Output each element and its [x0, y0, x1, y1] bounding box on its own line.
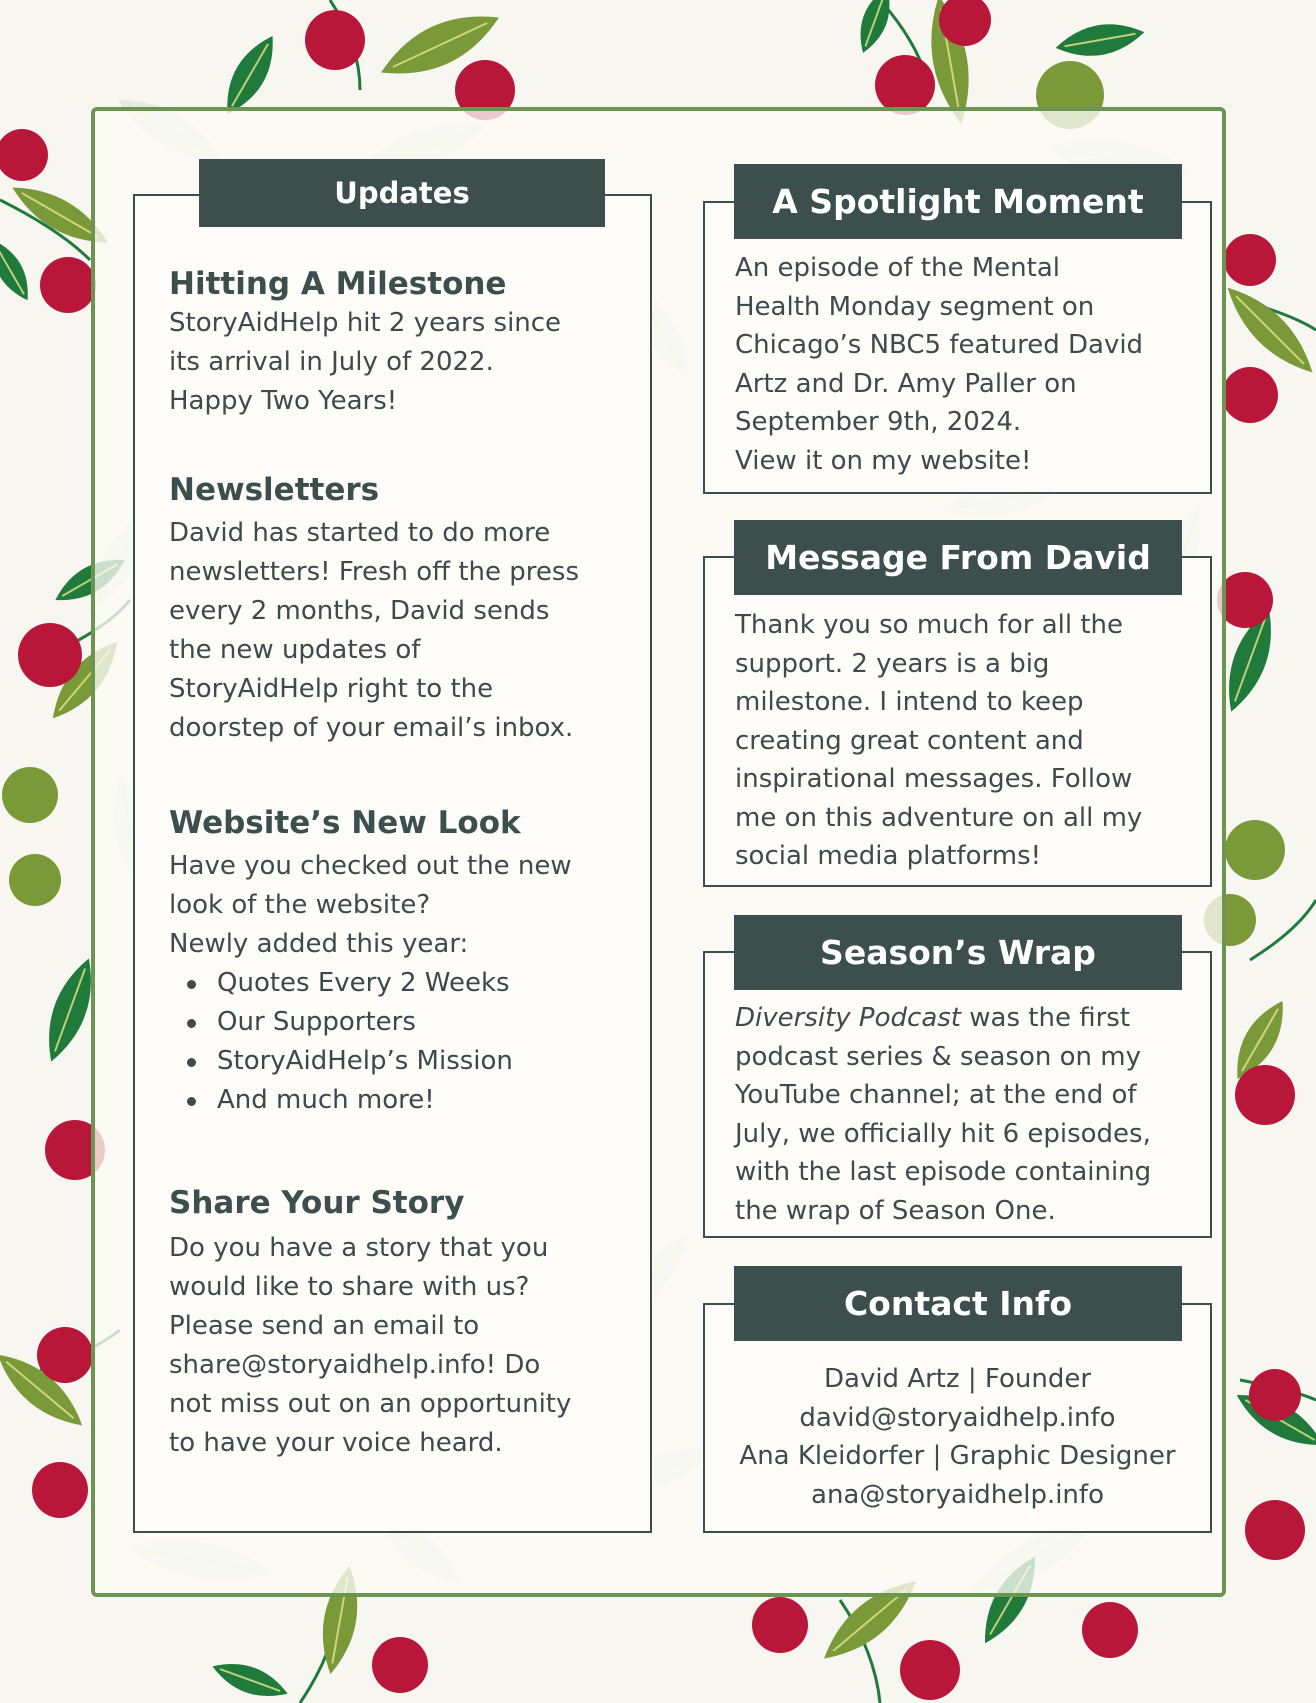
website-feature-list — [169, 964, 629, 1120]
berry-shape — [9, 854, 61, 906]
season-panel — [703, 951, 1212, 1238]
spotlight-text: An episode of the Mental Health Monday segment on Chicago’s NBC5 featured David Artz and Dr. Amy Paller on September 9th, 2024. View it on my website! — [735, 253, 1144, 476]
list-item: Quotes Every 2 Weeks — [169, 964, 629, 1003]
spotlight-panel — [703, 201, 1212, 494]
website-text: Have you checked out the new look of the website? Newly added this year: — [169, 851, 572, 959]
berry-shape — [1225, 820, 1285, 880]
berry-shape — [1245, 1500, 1305, 1560]
share-text: Do you have a story that you would like to share with us? Please send an email to share@storyaidhelp.info! Do not miss out on an opportunity to have your voice heard. — [169, 1233, 572, 1458]
contact-founder-email[interactable]: david@storyaidhelp.info — [799, 1402, 1116, 1433]
berry-shape — [2, 767, 58, 823]
berry-shape — [752, 1597, 808, 1653]
season-text: Diversity Podcast was the first podcast series & season on my YouTube channel; at the end of July, we officially hit 6 episodes, with the last episode containing the wrap of Season One. — [735, 1003, 1152, 1226]
contact-designer: Ana Kleidorfer | Graphic Designer — [739, 1441, 1176, 1471]
berry-shape — [37, 1327, 93, 1383]
spotlight-tab: A Spotlight Moment — [734, 164, 1182, 239]
newsletters-heading: Newsletters — [169, 472, 380, 508]
berry-shape — [305, 10, 365, 70]
updates-panel — [133, 194, 652, 1533]
podcast-title: Diversity Podcast — [735, 1003, 961, 1033]
list-item: Our Supporters — [169, 1003, 629, 1042]
message-text: Thank you so much for all the support. 2 years is a big milestone. I intend to keep creating great content and inspirational messages. Follow me on this adventure on all my social media platforms! — [735, 610, 1143, 871]
contact-founder: David Artz | Founder — [823, 1364, 1092, 1394]
leaf-shape — [208, 1654, 292, 1703]
milestone-text: StoryAidHelp hit 2 years since its arrival in July of 2022. Happy Two Years! — [169, 308, 562, 416]
newsletters-text: David has started to do more newsletters! Fresh off the press every 2 months, David sends the new updates of StoryAidHelp right to the doorstep of your email’s inbox. — [169, 518, 580, 743]
contact-designer-email[interactable]: ana@storyaidhelp.info — [811, 1479, 1104, 1510]
contact-tab: Contact Info — [734, 1266, 1182, 1341]
message-panel — [703, 556, 1212, 887]
leaf-shape — [1053, 17, 1147, 62]
stem-shape — [1250, 900, 1316, 960]
share-heading: Share Your Story — [169, 1185, 465, 1221]
berry-shape — [900, 1640, 960, 1700]
berry-shape — [1082, 1602, 1138, 1658]
berry-shape — [1235, 1065, 1295, 1125]
berry-shape — [1222, 367, 1278, 423]
updates-tab: Updates — [199, 159, 605, 227]
berry-shape — [0, 129, 48, 181]
berry-shape — [1224, 234, 1276, 286]
berry-shape — [32, 1462, 88, 1518]
season-tab: Season’s Wrap — [734, 915, 1182, 990]
list-item: And much more! — [169, 1081, 629, 1120]
milestone-heading: Hitting A Milestone — [169, 266, 507, 302]
leaf-shape — [852, 0, 898, 57]
berry-shape — [18, 623, 82, 687]
leaf-shape — [0, 234, 38, 307]
berry-shape — [40, 257, 96, 313]
berry-shape — [1249, 1369, 1301, 1421]
message-tab: Message From David — [734, 520, 1182, 595]
leaf-shape — [1216, 276, 1316, 383]
contact-text — [705, 1360, 1210, 1514]
berry-shape — [372, 1637, 428, 1693]
website-heading: Website’s New Look — [169, 805, 521, 841]
berry-shape — [875, 55, 935, 115]
list-item: StoryAidHelp’s Mission — [169, 1042, 629, 1081]
